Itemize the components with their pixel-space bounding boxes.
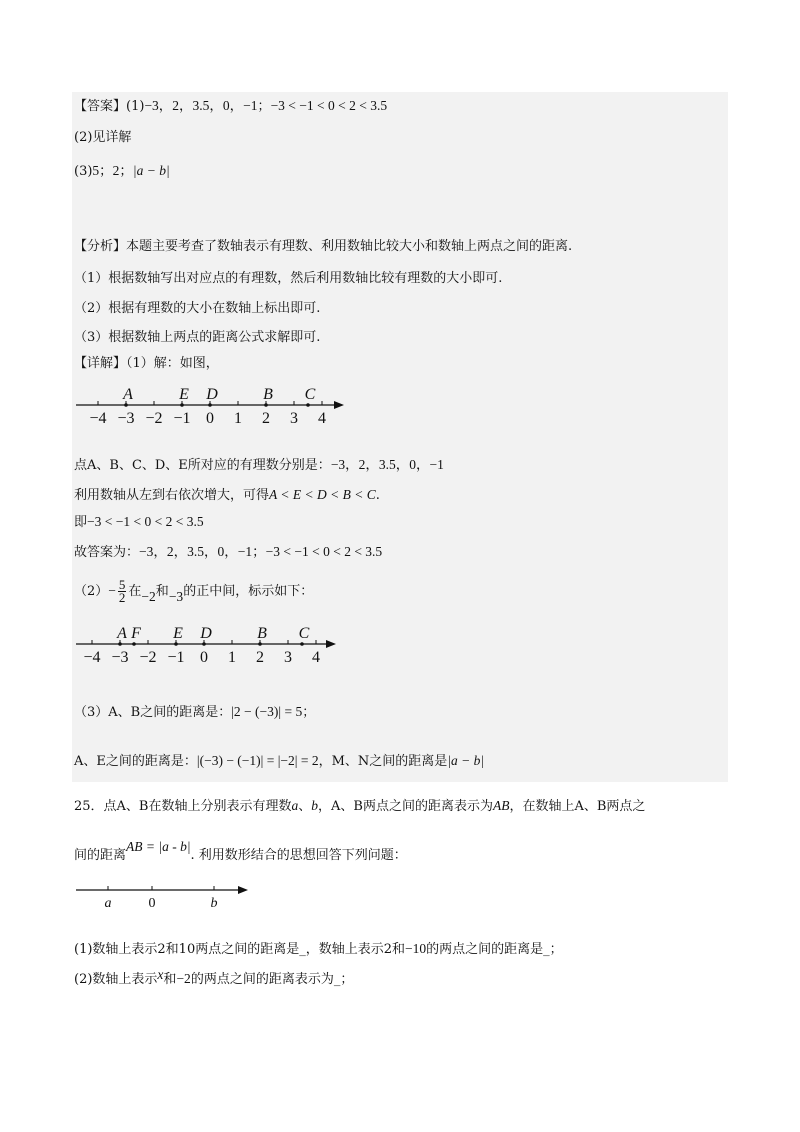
tick-label: 2 bbox=[256, 649, 264, 666]
tick-label: 1 bbox=[234, 410, 242, 427]
tick-label: −4 bbox=[83, 649, 101, 666]
tick-label: 4 bbox=[318, 410, 326, 427]
text: 和 bbox=[155, 584, 169, 599]
text: . 利用数形结合的思想回答下列问题： bbox=[190, 848, 407, 863]
axis-label: 0 bbox=[148, 896, 156, 911]
answer-values: 5；2； bbox=[92, 163, 133, 178]
ji-line bbox=[74, 513, 204, 532]
text: 的两点之间的距离是_； bbox=[426, 942, 563, 957]
number-line-1 bbox=[74, 380, 364, 428]
analysis-line bbox=[74, 238, 572, 256]
values: −3，2，3.5，0，−1 bbox=[330, 457, 444, 472]
answer-line-2: (2)见详解 bbox=[74, 130, 132, 145]
ae-line bbox=[74, 752, 484, 771]
point-dot bbox=[208, 403, 212, 407]
expression: |2 − (−3)| = 5 bbox=[231, 704, 303, 719]
point-label: E bbox=[179, 386, 189, 403]
text: 、 bbox=[298, 799, 312, 814]
variable: a bbox=[291, 798, 299, 813]
inequality: −3 < −1 < 0 < 2 < 3.5 bbox=[87, 514, 204, 529]
tick-label: 4 bbox=[312, 649, 320, 666]
analysis-text: 本题主要考查了数轴表示有理数、利用数轴比较大小和数轴上两点之间的距离. bbox=[126, 239, 573, 254]
text: 间的距离 bbox=[74, 848, 127, 863]
point-label: D bbox=[200, 625, 212, 642]
value: −3 bbox=[168, 589, 184, 604]
expression: |(−3) − (−1)| = |−2| = 2 bbox=[196, 753, 319, 768]
analysis-label: 【分析】 bbox=[74, 239, 127, 254]
tick-label: −1 bbox=[173, 410, 191, 427]
detail-label: 【详解】 bbox=[74, 356, 127, 371]
point-label: D bbox=[206, 386, 218, 403]
part2-line bbox=[74, 576, 313, 607]
text: 故答案为： bbox=[74, 545, 140, 560]
text: 的两点之间的距离表示为_； bbox=[190, 972, 354, 987]
tick-label: 3 bbox=[284, 649, 292, 666]
formula: AB = |a - b| bbox=[126, 839, 191, 854]
text: 利用数轴从左到右依次增大，可得 bbox=[74, 488, 270, 503]
point-dot bbox=[174, 642, 178, 646]
text: (2)数轴上表示 bbox=[74, 972, 158, 987]
number-line-2 bbox=[74, 619, 344, 667]
axis-label: b bbox=[210, 896, 218, 911]
abs-expression: |a − b| bbox=[132, 163, 170, 178]
text: . bbox=[375, 488, 380, 503]
variable: b bbox=[311, 798, 319, 813]
denominator: 2 bbox=[118, 590, 126, 605]
separator: ； bbox=[257, 99, 271, 114]
number-line-question bbox=[74, 882, 254, 912]
inequality: −3 < −1 < 0 < 2 < 3.5 bbox=[265, 544, 383, 559]
point-dot bbox=[300, 642, 304, 646]
axis-arrow bbox=[326, 640, 336, 648]
text: ； bbox=[302, 705, 316, 720]
value: −2 bbox=[176, 971, 191, 986]
tick-label: −3 bbox=[111, 649, 129, 666]
text: 的正中间，标示如下： bbox=[183, 584, 314, 599]
answer-values: −3，2，3.5，0，−1 bbox=[144, 98, 258, 113]
analysis-step-3: （3）根据数轴上两点的距离公式求解即可. bbox=[74, 330, 321, 345]
axis-arrow bbox=[238, 886, 248, 894]
inequality: A < E < D < B < C bbox=[269, 487, 376, 502]
point-dot bbox=[306, 403, 310, 407]
question-25-part-2 bbox=[74, 967, 354, 989]
question-25-line-1 bbox=[74, 797, 645, 816]
text: （3）A、B之间的距离是： bbox=[74, 705, 232, 720]
text: 点A、B、C、D、E所对应的有理数分别是： bbox=[74, 458, 331, 473]
point-label: C bbox=[298, 625, 310, 642]
text: (1)数轴上表示2和10两点之间的距离是_，数轴上表示2和 bbox=[74, 942, 405, 957]
point-label: E bbox=[173, 625, 183, 642]
point-label: A bbox=[123, 386, 133, 403]
variable: x bbox=[157, 967, 164, 982]
text: ，在数轴上A、B两点之 bbox=[509, 799, 646, 814]
part-prefix: (1) bbox=[126, 99, 145, 114]
text: 在 bbox=[128, 584, 142, 599]
point-label: A bbox=[117, 625, 127, 642]
point-dot bbox=[124, 403, 128, 407]
text: ，M、N之间的距离是 bbox=[318, 754, 448, 769]
text: 和 bbox=[163, 972, 177, 987]
answer-line-3 bbox=[74, 162, 170, 181]
axis-label: a bbox=[104, 896, 112, 911]
text: 点A、B在数轴上分别表示有理数 bbox=[103, 799, 292, 814]
increase-line bbox=[74, 486, 380, 505]
points-line bbox=[74, 456, 444, 475]
tick-label: 2 bbox=[262, 410, 270, 427]
analysis-step-2: （2）根据有理数的大小在数轴上标出即可. bbox=[74, 301, 321, 316]
answer-label: 【答案】 bbox=[74, 99, 127, 114]
point-dot bbox=[202, 642, 206, 646]
part3-line bbox=[74, 703, 315, 722]
text: 即 bbox=[74, 515, 88, 530]
text: A、E之间的距离是： bbox=[74, 754, 197, 769]
detail-intro: （1）解：如图， bbox=[126, 356, 219, 371]
point-dot bbox=[264, 403, 268, 407]
question-number: 25． bbox=[74, 799, 104, 814]
tick-label: −2 bbox=[139, 649, 157, 666]
answer-inequality: −3 < −1 < 0 < 2 < 3.5 bbox=[270, 98, 388, 113]
tick-label: −4 bbox=[89, 410, 107, 427]
text: （2） bbox=[74, 584, 109, 599]
tick-label: −1 bbox=[167, 649, 185, 666]
point-label: F bbox=[131, 625, 141, 642]
analysis-step-1: （1）根据数轴写出对应点的有理数，然后利用数轴比较有理数的大小即可. bbox=[74, 271, 503, 286]
point-dot bbox=[118, 642, 122, 646]
point-dot bbox=[132, 642, 136, 646]
detail-answer-line bbox=[74, 543, 382, 562]
text: ，A、B两点之间的距离表示为 bbox=[318, 799, 493, 814]
point-label: B bbox=[257, 625, 267, 642]
tick-label: −2 bbox=[145, 410, 163, 427]
point-label: C bbox=[304, 386, 316, 403]
tick-label: −3 bbox=[117, 410, 135, 427]
tick-label: 0 bbox=[206, 410, 214, 427]
axis-arrow bbox=[334, 401, 344, 409]
answer-line-1 bbox=[74, 97, 387, 116]
variable: AB bbox=[492, 798, 510, 813]
value: −2 bbox=[141, 589, 156, 604]
values: −3，2，3.5，0，−1； bbox=[139, 544, 266, 559]
abs-expression: |a − b| bbox=[447, 753, 485, 768]
numerator: 5 bbox=[118, 577, 126, 592]
tick-label: 1 bbox=[228, 649, 236, 666]
minus-sign: − bbox=[108, 583, 116, 598]
value: −10 bbox=[405, 941, 427, 956]
point-label: B bbox=[263, 386, 273, 403]
detail-line bbox=[74, 355, 219, 373]
tick-label: 0 bbox=[200, 649, 208, 666]
part-prefix: (3) bbox=[74, 164, 93, 179]
tick-label: 3 bbox=[290, 410, 298, 427]
question-25-line-2 bbox=[74, 839, 407, 865]
answer-shaded-block bbox=[72, 92, 728, 782]
point-dot bbox=[258, 642, 262, 646]
point-dot bbox=[180, 403, 184, 407]
question-25-part-1 bbox=[74, 940, 563, 959]
fraction bbox=[118, 579, 127, 604]
